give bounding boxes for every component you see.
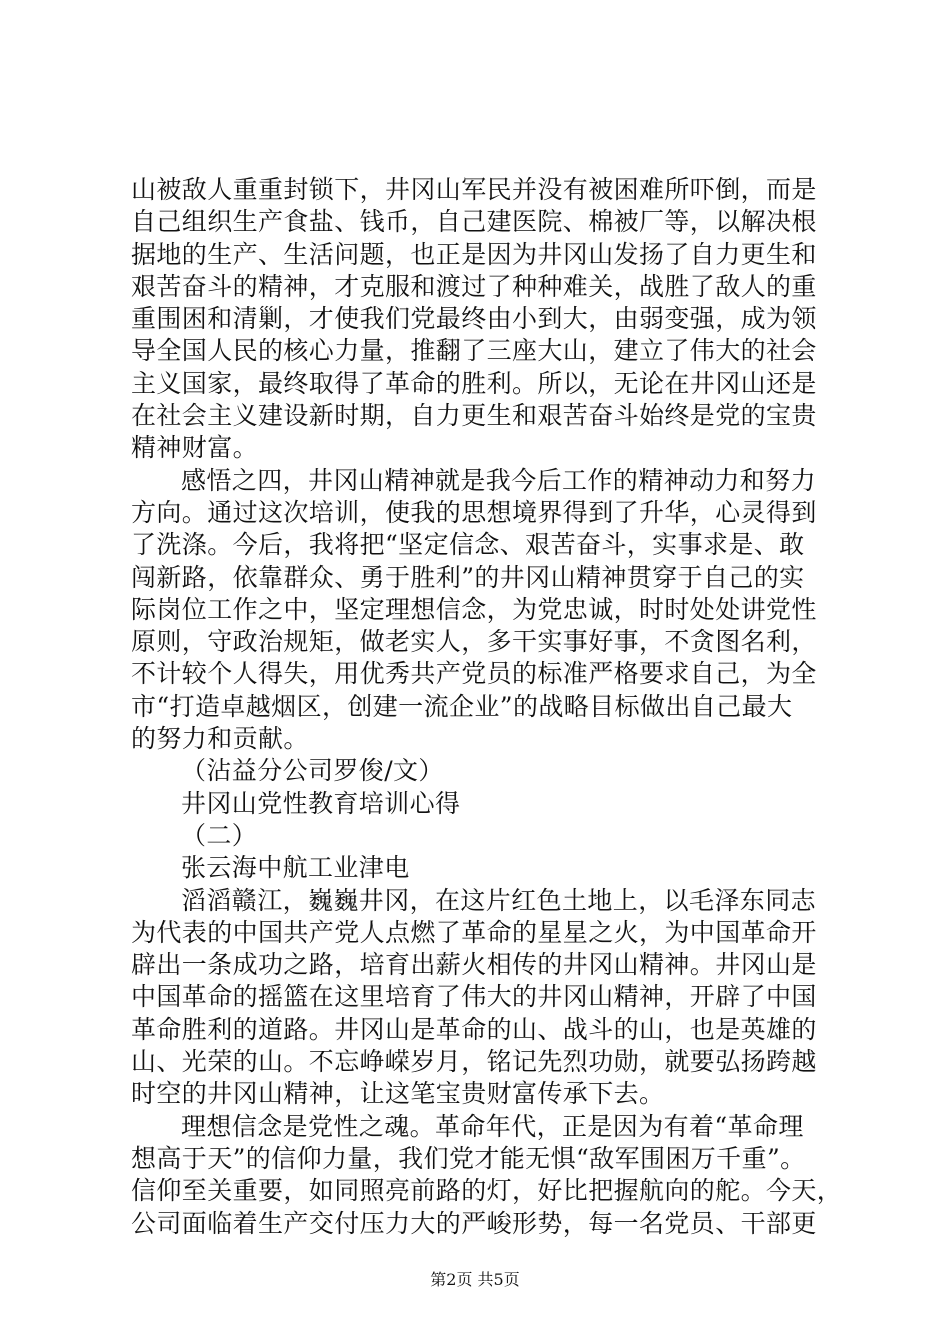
text-line: 井冈山党性教育培训心得 (181, 788, 461, 818)
text-line: 重围困和清剿，才使我们党最终由小到大，由弱变强，成为领 (131, 304, 817, 334)
text-line: （沾益分公司罗俊/文） (181, 756, 444, 786)
text-line: 理想信念是党性之魂。革命年代，正是因为有着“革命理 (181, 1111, 804, 1141)
text-line: 张云海中航工业津电 (181, 853, 410, 883)
text-line: 主义国家，最终取得了革命的胜利。所以，无论在井冈山还是 (131, 368, 817, 398)
text-line: 精神财富。 (131, 433, 259, 463)
text-line: 中国革命的摇篮在这里培育了伟大的井冈山精神，开辟了中国 (131, 982, 817, 1012)
text-line: 自己组织生产食盐、钱币，自己建医院、棉被厂等，以解决根 (131, 207, 817, 237)
text-line: 的努力和贡献。 (131, 724, 309, 754)
text-line: 方向。通过这次培训，使我的思想境界得到了升华，心灵得到 (131, 497, 817, 527)
text-line: 革命胜利的道路。井冈山是革命的山、战斗的山，也是英雄的 (131, 1014, 817, 1044)
document-body (131, 174, 843, 1240)
text-line: 山被敌人重重封锁下，井冈山军民并没有被困难所吓倒，而是 (131, 175, 817, 204)
text-line: 导全国人民的核心力量，推翻了三座大山，建立了伟大的社会 (131, 336, 817, 366)
text-line: 山、光荣的山。不忘峥嵘岁月，铭记先烈功勋，就要弘扬跨越 (131, 1047, 817, 1077)
text-line: 际岗位工作之中，坚定理想信念，为党忠诚，时时处处讲党性 (131, 594, 817, 624)
text-line: 在社会主义建设新时期，自力更生和艰苦奋斗始终是党的宝贵 (131, 401, 817, 431)
text-line: 滔滔赣江，巍巍井冈，在这片红色土地上，以毛泽东同志 (181, 885, 817, 915)
text-line: 据地的生产、生活问题，也正是因为井冈山发扬了自力更生和 (131, 239, 817, 269)
text-line: 闯新路，依靠群众、勇于胜利”的井冈山精神贯穿于自己的实 (131, 562, 805, 592)
text-line: 公司面临着生产交付压力大的严峻形势，每一名党员、干部更 (131, 1208, 817, 1238)
text-line: 感悟之四，井冈山精神就是我今后工作的精神动力和努力 (181, 465, 817, 495)
text-line: 市“打造卓越烟区，创建一流企业”的战略目标做出自己最大 (131, 691, 793, 721)
text-line: 艰苦奋斗的精神，才克服和渡过了种种难关，战胜了敌人的重 (131, 271, 817, 301)
text-line: 原则，守政治规矩，做老实人，多干实事好事，不贪图名利， (131, 627, 817, 657)
text-line: 为代表的中国共产党人点燃了革命的星星之火，为中国革命开 (131, 917, 817, 947)
text-line: 不计较个人得失，用优秀共产党员的标准严格要求自己，为全 (131, 659, 817, 689)
text-line: 时空的井冈山精神，让这笔宝贵财富传承下去。 (131, 1079, 665, 1109)
text-line: 想高于天”的信仰力量，我们党才能无惧“敌军围困万千重”。 (131, 1143, 806, 1173)
text-line: 信仰至关重要，如同照亮前路的灯，好比把握航向的舵。今天， (131, 1176, 843, 1206)
page-footer: 第2页 共5页 (430, 1270, 520, 1289)
text-line: 辟出一条成功之路，培育出薪火相传的井冈山精神。井冈山是 (131, 950, 817, 980)
text-line: （二） (181, 820, 258, 850)
text-line: 了洗涤。今后，我将把“坚定信念、艰苦奋斗，实事求是、敢 (131, 530, 805, 560)
